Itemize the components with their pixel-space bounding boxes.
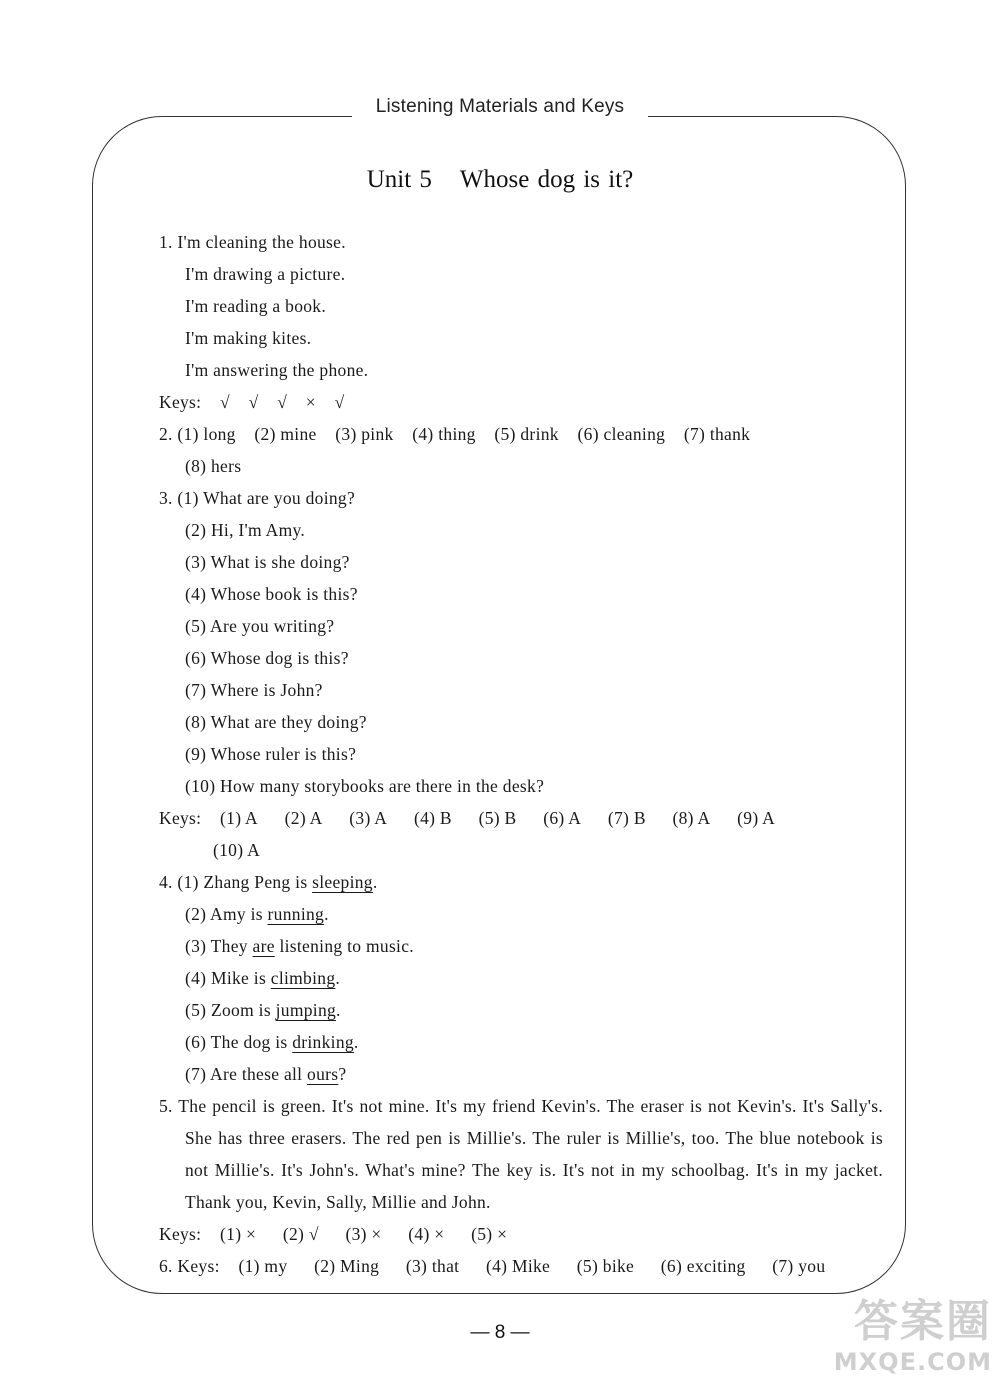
section-number: 4. [159,872,173,892]
s3-keys [159,802,883,834]
s2-item: (5) drink [494,424,559,444]
s4-pre: (6) The dog is [185,1032,293,1052]
s2-item: (3) pink [335,424,394,444]
s4-post: . [324,904,329,924]
s2-item: (7) thank [683,424,751,444]
s2-item: (1) long [177,424,236,444]
watermark-logo: 答案圈 [854,1296,992,1347]
keys-label: Keys: [159,808,202,828]
key-item: (3) A [349,808,388,828]
key-item: (3) × [345,1224,382,1244]
s2-line-1: (8) hers [185,456,242,476]
key-item: (5) B [478,808,517,828]
s4-answer: drinking [292,1032,354,1052]
s4-line [159,898,883,930]
s3-item: (3) What is she doing? [185,552,350,572]
s1-keys [159,386,883,418]
s5-keys [159,1218,883,1250]
key-mark: √ [220,392,230,412]
key-item: (2) Ming [314,1256,380,1276]
key-item: (1) my [238,1256,288,1276]
keys-label: Keys: [159,392,202,412]
section-number: 5. [159,1096,173,1116]
watermark-site: MXQE.COM [833,1348,992,1376]
keys-label: Keys: [177,1256,220,1276]
s2-item: (4) thing [412,424,476,444]
s2-item: (6) cleaning [577,424,666,444]
key-item: (10) A [213,840,261,860]
s4-line-0 [159,866,883,898]
s4-post: . [335,968,341,988]
s2-item: (2) mine [254,424,317,444]
key-item: (3) that [405,1256,460,1276]
s3-item: (4) Whose book is this? [185,584,358,604]
key-mark: √ [248,392,259,412]
section-number: 6. [159,1256,173,1276]
s4-pre: (2) Amy is [185,904,268,924]
key-item: (4) B [413,808,452,828]
s1-text: I'm cleaning the house. [177,232,346,252]
section-number: 1. [159,232,173,252]
s4-line [159,1058,883,1090]
s3-item: (9) Whose ruler is this? [185,744,357,764]
page-number: — 8 — [470,1322,530,1343]
s3-item: (6) Whose dog is this? [185,648,349,668]
s3-item: (2) Hi, I'm Amy. [185,520,306,540]
s3-line-0 [159,482,883,514]
s4-answer: running [267,904,325,924]
key-item: (9) A [737,808,776,828]
s4-pre: (4) Mike is [185,968,271,988]
key-item: (5) bike [576,1256,635,1276]
section-number: 3. [159,488,173,508]
key-item: (7) B [607,808,646,828]
key-item: (5) × [471,1224,508,1244]
s4-line [159,994,883,1026]
key-item: (7) you [772,1256,826,1276]
key-item: (6) exciting [660,1256,746,1276]
s4-post: . [336,1000,341,1020]
key-item: (4) × [408,1224,445,1244]
unit-title [0,166,1000,194]
key-item: (1) × [220,1224,257,1244]
s4-pre: (1) Zhang Peng is [177,872,313,892]
s3-item: (1) What are you doing? [177,488,356,508]
s5-text: The pencil is green. It's not mine. It's my friend Kevin's. The eraser is not Kevin's. It's Sally's. She has three erasers. The red pen is Millie's. The ruler is Millie's, too. The blue notebook is not Millie's. It's John's. What's mine? The key is. It's not in my schoolbag. It's in my jacket. Thank you, Kevin, Sally, Millie and John. [178,1096,883,1212]
s3-item: (10) How many storybooks are there in the desk? [185,776,545,796]
s4-post: . [372,872,378,892]
s6-keys [159,1250,883,1282]
key-item: (4) Mike [485,1256,551,1276]
s1-line-1: I'm drawing a picture. [185,264,346,284]
s4-answer: ours [307,1064,339,1084]
s4-answer: jumping [275,1000,337,1020]
s4-post: . [353,1032,359,1052]
s4-line [159,962,883,994]
s2-line-0 [159,418,883,450]
key-item: (6) A [543,808,582,828]
key-item: (2) A [284,808,323,828]
answer-content [159,226,883,1282]
s1-line-2: I'm reading a book. [185,296,327,316]
s4-pre: (7) Are these all [185,1064,308,1084]
s1-line-0 [159,226,883,258]
site-watermark [762,1296,992,1386]
s3-item: (7) Where is John? [185,680,323,700]
keys-label: Keys: [159,1224,202,1244]
key-mark: √ [277,392,288,412]
key-item: (1) A [220,808,258,828]
key-mark: √ [334,392,345,412]
s1-line-3: I'm making kites. [185,328,312,348]
s4-post: ? [338,1064,347,1084]
key-mark: × [305,392,316,412]
s1-line-4: I'm answering the phone. [185,360,369,380]
running-header: Listening Materials and Keys [375,96,625,117]
unit-number: Unit 5 [366,166,432,193]
key-item: (8) A [672,808,711,828]
s3-item: (8) What are they doing? [185,712,367,732]
s4-pre: (3) They [185,936,253,956]
s4-answer: are [252,936,275,956]
s4-line [159,930,883,962]
unit-name: Whose dog is it? [459,166,634,193]
s4-answer: climbing [270,968,336,988]
s3-item: (5) Are you writing? [185,616,335,636]
key-item: (2) √ [282,1224,319,1244]
s5-paragraph [159,1090,883,1218]
s4-pre: (5) Zoom is [185,1000,276,1020]
s4-line [159,1026,883,1058]
s4-post: listening to music. [274,936,414,956]
section-number: 2. [159,424,173,444]
s4-answer: sleeping [312,872,373,892]
